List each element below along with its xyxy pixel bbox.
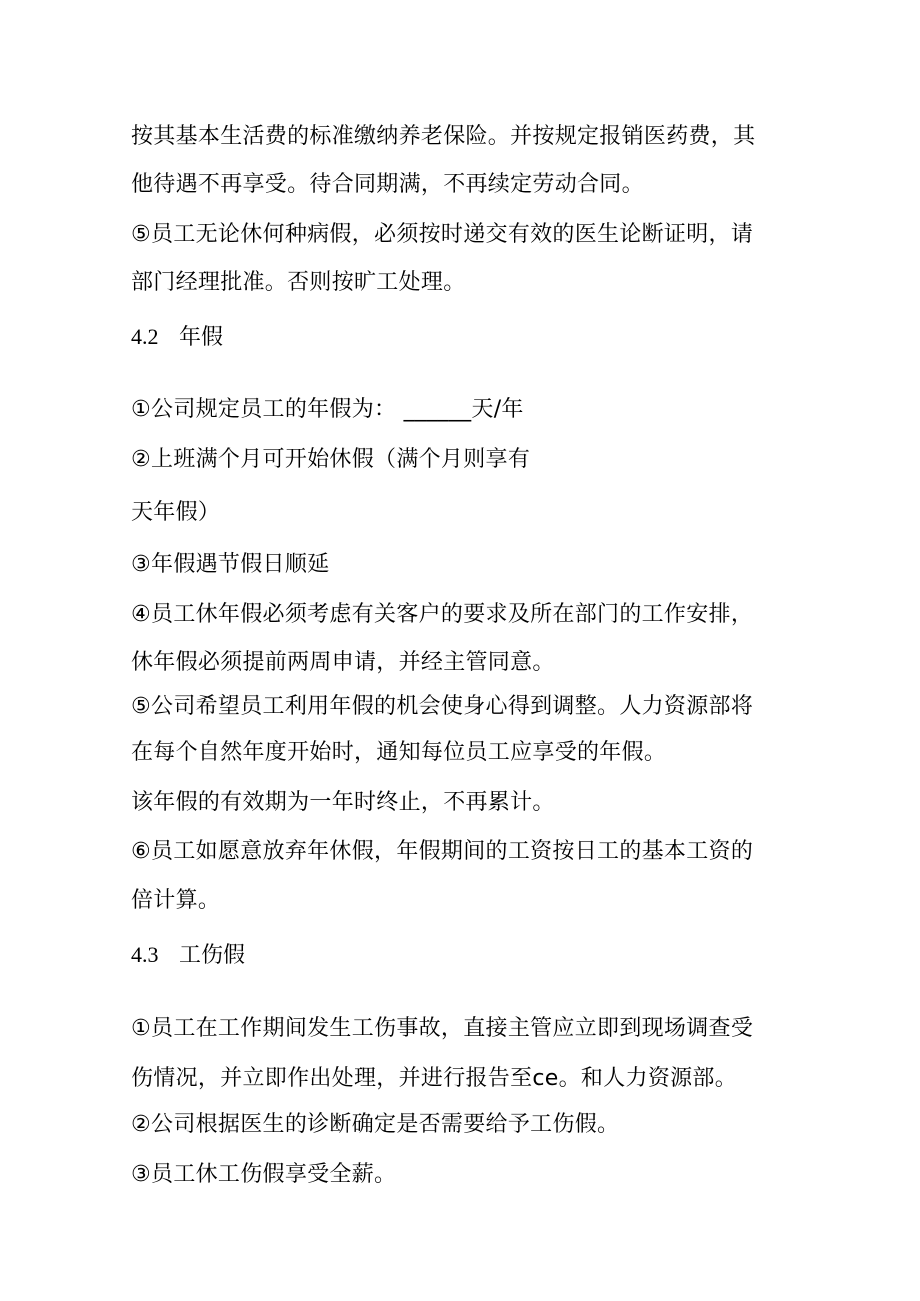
paragraph-line: ④员工休年假必须考虑有关客户的要求及所在部门的工作安排， <box>131 602 754 627</box>
paragraph-line: 部门经理批准。否则按旷工处理。 <box>131 270 466 295</box>
paragraph-line: ②上班满个月可开始休假（满个月则享有 <box>131 447 531 472</box>
paragraph-line: 天年假） <box>131 500 221 525</box>
section-number: 4.3 <box>131 942 159 967</box>
paragraph-line: 在每个自然年度开始时，通知每位员工应享受的年假。 <box>131 740 667 765</box>
paragraph-line: ⑤员工无论休何种病假，必须按时递交有效的医生论断证明，请 <box>131 222 754 247</box>
paragraph-line: ①公司规定员工的年假为： ______天/年 <box>131 397 524 422</box>
paragraph-line: 按其基本生活费的标准缴纳养老保险。并按规定报销医药费，其 <box>131 124 756 149</box>
paragraph-line: 伤情况，并立即作出处理，并进行报告至ce。和人力资源部。 <box>131 1066 738 1091</box>
paragraph-line: 该年假的有效期为一年时终止，不再累计。 <box>131 790 555 815</box>
paragraph-line: ③年假遇节假日顺延 <box>131 552 330 577</box>
section-heading-4-2 <box>131 320 223 354</box>
section-title: 工伤假 <box>179 943 246 968</box>
paragraph-line: ⑤公司希望员工利用年假的机会使身心得到调整。人力资源部将 <box>131 694 754 719</box>
section-title: 年假 <box>179 325 224 350</box>
paragraph-line: ③员工休工伤假享受全薪。 <box>131 1162 397 1187</box>
paragraph-line: ②公司根据医生的诊断确定是否需要给予工伤假。 <box>131 1112 620 1137</box>
paragraph-line: 倍计算。 <box>131 888 221 913</box>
section-heading-4-3 <box>131 938 245 972</box>
paragraph-line: 他待遇不再享受。待合同期满，不再续定劳动合同。 <box>131 172 644 197</box>
paragraph-line: ①员工在工作期间发生工伤事故，直接主管应立即到现场调查受 <box>131 1016 754 1041</box>
section-number: 4.2 <box>131 324 159 349</box>
paragraph-line: ⑥员工如愿意放弃年休假，年假期间的工资按日工的基本工资的 <box>131 839 754 864</box>
paragraph-line: 休年假必须提前两周申请，并经主管同意。 <box>131 650 555 675</box>
